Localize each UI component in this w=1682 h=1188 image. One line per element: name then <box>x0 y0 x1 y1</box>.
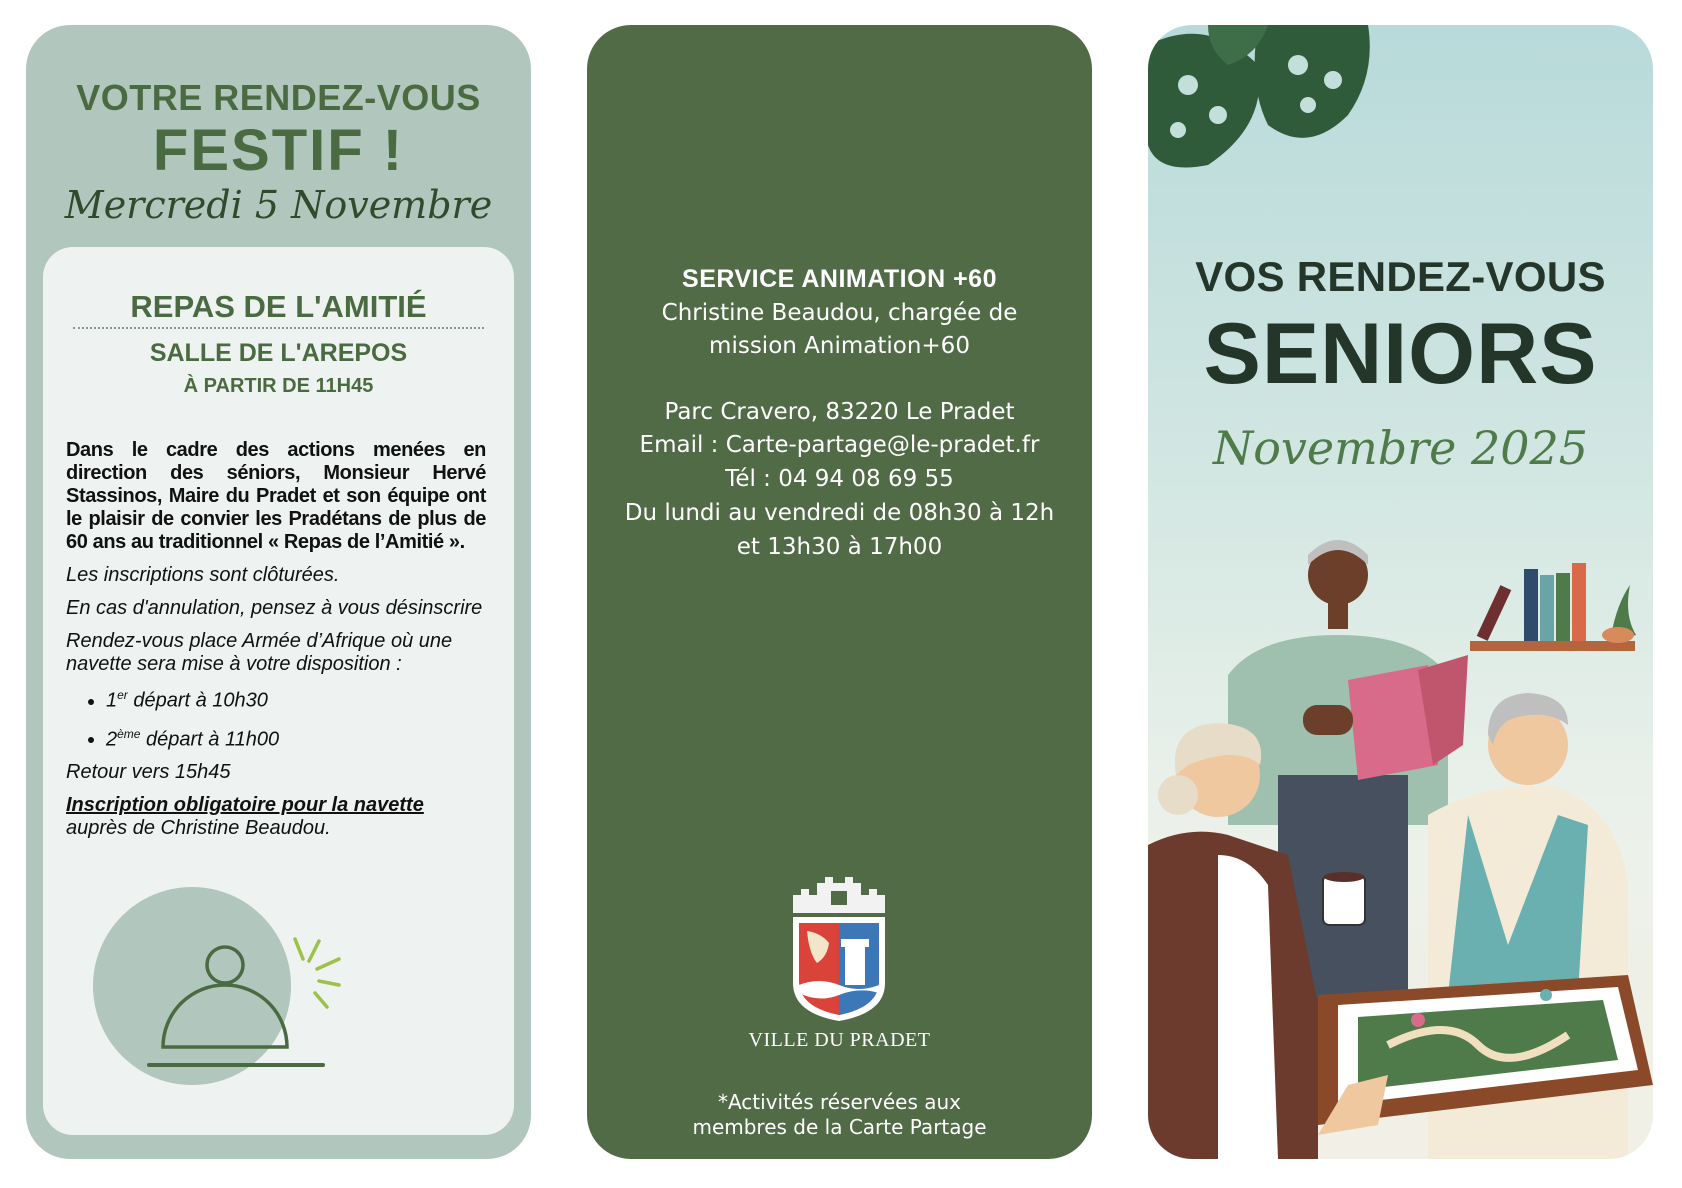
email: Email : Carte-partage@le-pradet.fr <box>639 432 1040 458</box>
poster-title-line2: SENIORS <box>1203 306 1598 402</box>
event-title: REPAS DE L'AMITIÉ <box>130 289 427 324</box>
right-panel <box>1148 25 1653 1159</box>
inscription-emphasis: Inscription obligatoire pour la navette <box>66 794 424 817</box>
monstera-leaves <box>1148 25 1378 195</box>
inscription-notice <box>66 794 486 840</box>
phone: Tél : 04 94 08 69 55 <box>725 466 954 492</box>
event-time: À PARTIR DE 11H45 <box>183 375 374 397</box>
inscription-rest: auprès de Christine Beaudou. <box>66 817 331 840</box>
event-location: SALLE DE L'AREPOS <box>149 339 408 367</box>
dotted-divider <box>73 327 484 329</box>
contact-line1: Christine Beaudou, chargée de <box>661 300 1018 326</box>
poster-title-line1: VOS RENDEZ-VOUS <box>1195 253 1606 300</box>
meeting-notice: Rendez-vous place Armée d’Afrique où une navette sera mise à votre disposition : <box>66 630 453 675</box>
hours-line2: et 13h30 à 17h00 <box>736 534 943 560</box>
contact-line2: mission Animation+60 <box>709 333 970 359</box>
event-description <box>66 439 486 840</box>
cancel-notice: En cas d'annulation, pensez à vous désinscrire <box>66 597 483 619</box>
event-date: Mercredi 5 Novembre <box>64 183 493 227</box>
return-notice: Retour vers 15h45 <box>66 761 231 784</box>
middle-panel <box>587 25 1092 1159</box>
crest-logo <box>787 873 891 1023</box>
event-intro: Dans le cadre des actions menées en direction des séniors, Monsieur Hervé Stassinos, Maire du Pradet et son équipe ont le plaisir de convier les Pradétans de plus de 60 ans au traditionnel « Repas de l’Amitié ». <box>66 439 486 553</box>
festive-heading-line2: FESTIF ! <box>152 118 405 183</box>
cloche-icon <box>143 937 343 1087</box>
service-title: SERVICE ANIMATION +60 <box>682 265 997 293</box>
left-panel <box>26 25 531 1159</box>
footnote-line2: membres de la Carte Partage <box>692 1115 987 1139</box>
closed-notice: Les inscriptions sont clôturées. <box>66 564 340 586</box>
event-card <box>43 247 514 1135</box>
seniors-illustration <box>1148 525 1653 1159</box>
footnote-line1: *Activités réservées aux <box>717 1090 962 1114</box>
poster-month: Novembre 2025 <box>1212 421 1589 475</box>
ville-label: VILLE DU PRADET <box>748 1029 931 1051</box>
hours-line1: Du lundi au vendredi de 08h30 à 12h <box>624 500 1055 526</box>
departure-list <box>66 684 486 751</box>
festive-heading-line1: VOTRE RENDEZ-VOUS <box>76 77 481 118</box>
address: Parc Cravero, 83220 Le Pradet <box>664 399 1015 425</box>
list-item: • 2ème départ à 11h00 <box>106 723 486 752</box>
list-item: • 1er départ à 10h30 <box>106 684 486 713</box>
